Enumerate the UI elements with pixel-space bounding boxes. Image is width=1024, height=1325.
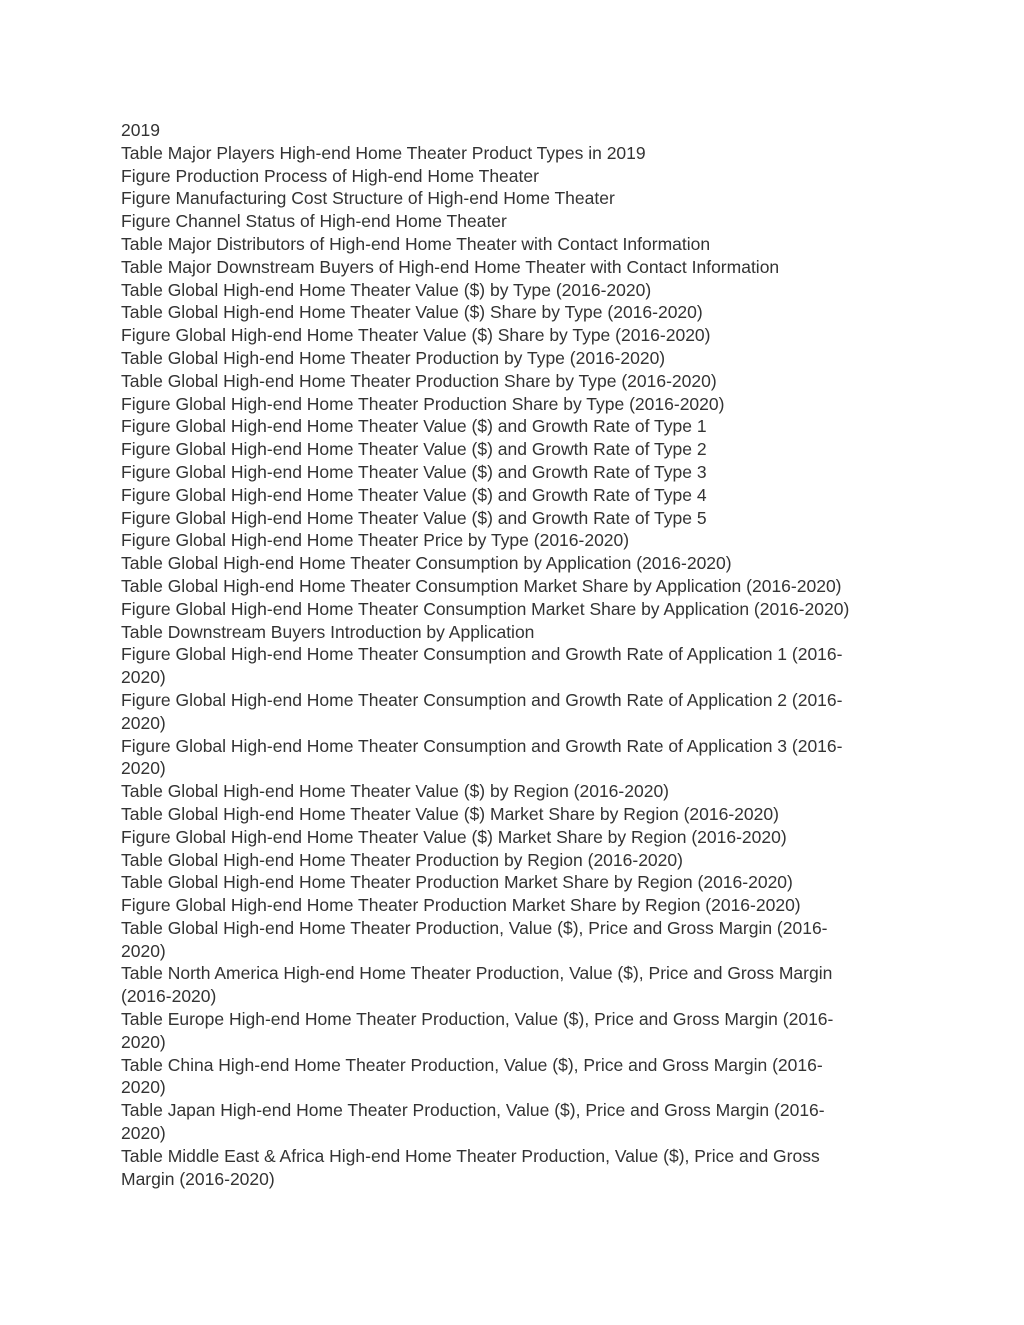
list-item: Table Global High-end Home Theater Production by Region (2016-2020) — [121, 849, 683, 870]
list-item: Figure Global High-end Home Theater Value ($) and Growth Rate of Type 5 — [121, 507, 707, 528]
list-item: Table Downstream Buyers Introduction by Application — [121, 621, 535, 642]
list-item: Table Japan High-end Home Theater Production, Value ($), Price and Gross Margin (2016- 2020) — [121, 1100, 825, 1144]
list-item: Figure Production Process of High-end Home Theater — [121, 165, 539, 186]
list-item: Table Europe High-end Home Theater Production, Value ($), Price and Gross Margin (2016- 2020) — [121, 1009, 834, 1052]
list-item: Figure Channel Status of High-end Home Theater — [121, 211, 507, 232]
list-of-tables-and-figures — [121, 119, 896, 1190]
list-item: Table China High-end Home Theater Production, Value ($), Price and Gross Margin (2016- 2020) — [121, 1054, 823, 1098]
list-item: Table Global High-end Home Theater Value ($) Share by Type (2016-2020) — [121, 302, 703, 323]
list-item: Table Global High-end Home Theater Production by Type (2016-2020) — [121, 347, 666, 368]
list-item: Table Major Players High-end Home Theater Product Types in 2019 — [121, 142, 646, 163]
list-item: Figure Global High-end Home Theater Value ($) and Growth Rate of Type 4 — [121, 484, 707, 505]
list-item: Figure Global High-end Home Theater Production Share by Type (2016-2020) — [121, 393, 725, 414]
list-item: Figure Global High-end Home Theater Consumption and Growth Rate of Application 2 (2016- 2020) — [121, 689, 843, 733]
list-item: Table Global High-end Home Theater Consumption by Application (2016-2020) — [121, 553, 732, 574]
list-item: Figure Global High-end Home Theater Production Market Share by Region (2016-2020) — [121, 895, 801, 916]
list-item: Figure Global High-end Home Theater Value ($) Share by Type (2016-2020) — [121, 325, 711, 346]
list-item: Table North America High-end Home Theater Production, Value ($), Price and Gross Margin (2016-2020) — [121, 963, 833, 1007]
list-item: Figure Manufacturing Cost Structure of High-end Home Theater — [121, 188, 615, 209]
list-item: Figure Global High-end Home Theater Consumption and Growth Rate of Application 1 (2016- 2020) — [121, 644, 843, 688]
list-item: Figure Global High-end Home Theater Consumption and Growth Rate of Application 3 (2016- 2020) — [121, 735, 843, 779]
list-item: Table Global High-end Home Theater Value ($) by Region (2016-2020) — [121, 781, 670, 802]
list-item: Table Major Downstream Buyers of High-end Home Theater with Contact Information — [121, 256, 780, 277]
list-item: Figure Global High-end Home Theater Value ($) and Growth Rate of Type 1 — [121, 416, 707, 437]
list-item: Table Major Distributors of High-end Home Theater with Contact Information — [121, 233, 711, 254]
list-item: Table Global High-end Home Theater Consumption Market Share by Application (2016-2020) — [121, 575, 842, 596]
list-item: Table Global High-end Home Theater Production Share by Type (2016-2020) — [121, 370, 717, 391]
list-item: Figure Global High-end Home Theater Value ($) Market Share by Region (2016-2020) — [121, 826, 787, 847]
list-item: Table Global High-end Home Theater Production, Value ($), Price and Gross Margin (2016- 2020) — [121, 917, 828, 961]
list-item: Figure Global High-end Home Theater Value ($) and Growth Rate of Type 3 — [121, 461, 707, 482]
list-item: Figure Global High-end Home Theater Consumption Market Share by Application (2016-2020) — [121, 598, 850, 619]
list-item: Table Middle East & Africa High-end Home Theater Production, Value ($), Price and Gross Margin (2016-2020) — [121, 1145, 820, 1189]
list-item: Table Global High-end Home Theater Production Market Share by Region (2016-2020) — [121, 872, 793, 893]
list-item: Figure Global High-end Home Theater Value ($) and Growth Rate of Type 2 — [121, 439, 707, 460]
list-item: 2019 — [121, 120, 160, 140]
list-item: Table Global High-end Home Theater Value ($) Market Share by Region (2016-2020) — [121, 803, 779, 824]
list-item: Table Global High-end Home Theater Value ($) by Type (2016-2020) — [121, 279, 652, 300]
list-item: Figure Global High-end Home Theater Price by Type (2016-2020) — [121, 530, 630, 551]
